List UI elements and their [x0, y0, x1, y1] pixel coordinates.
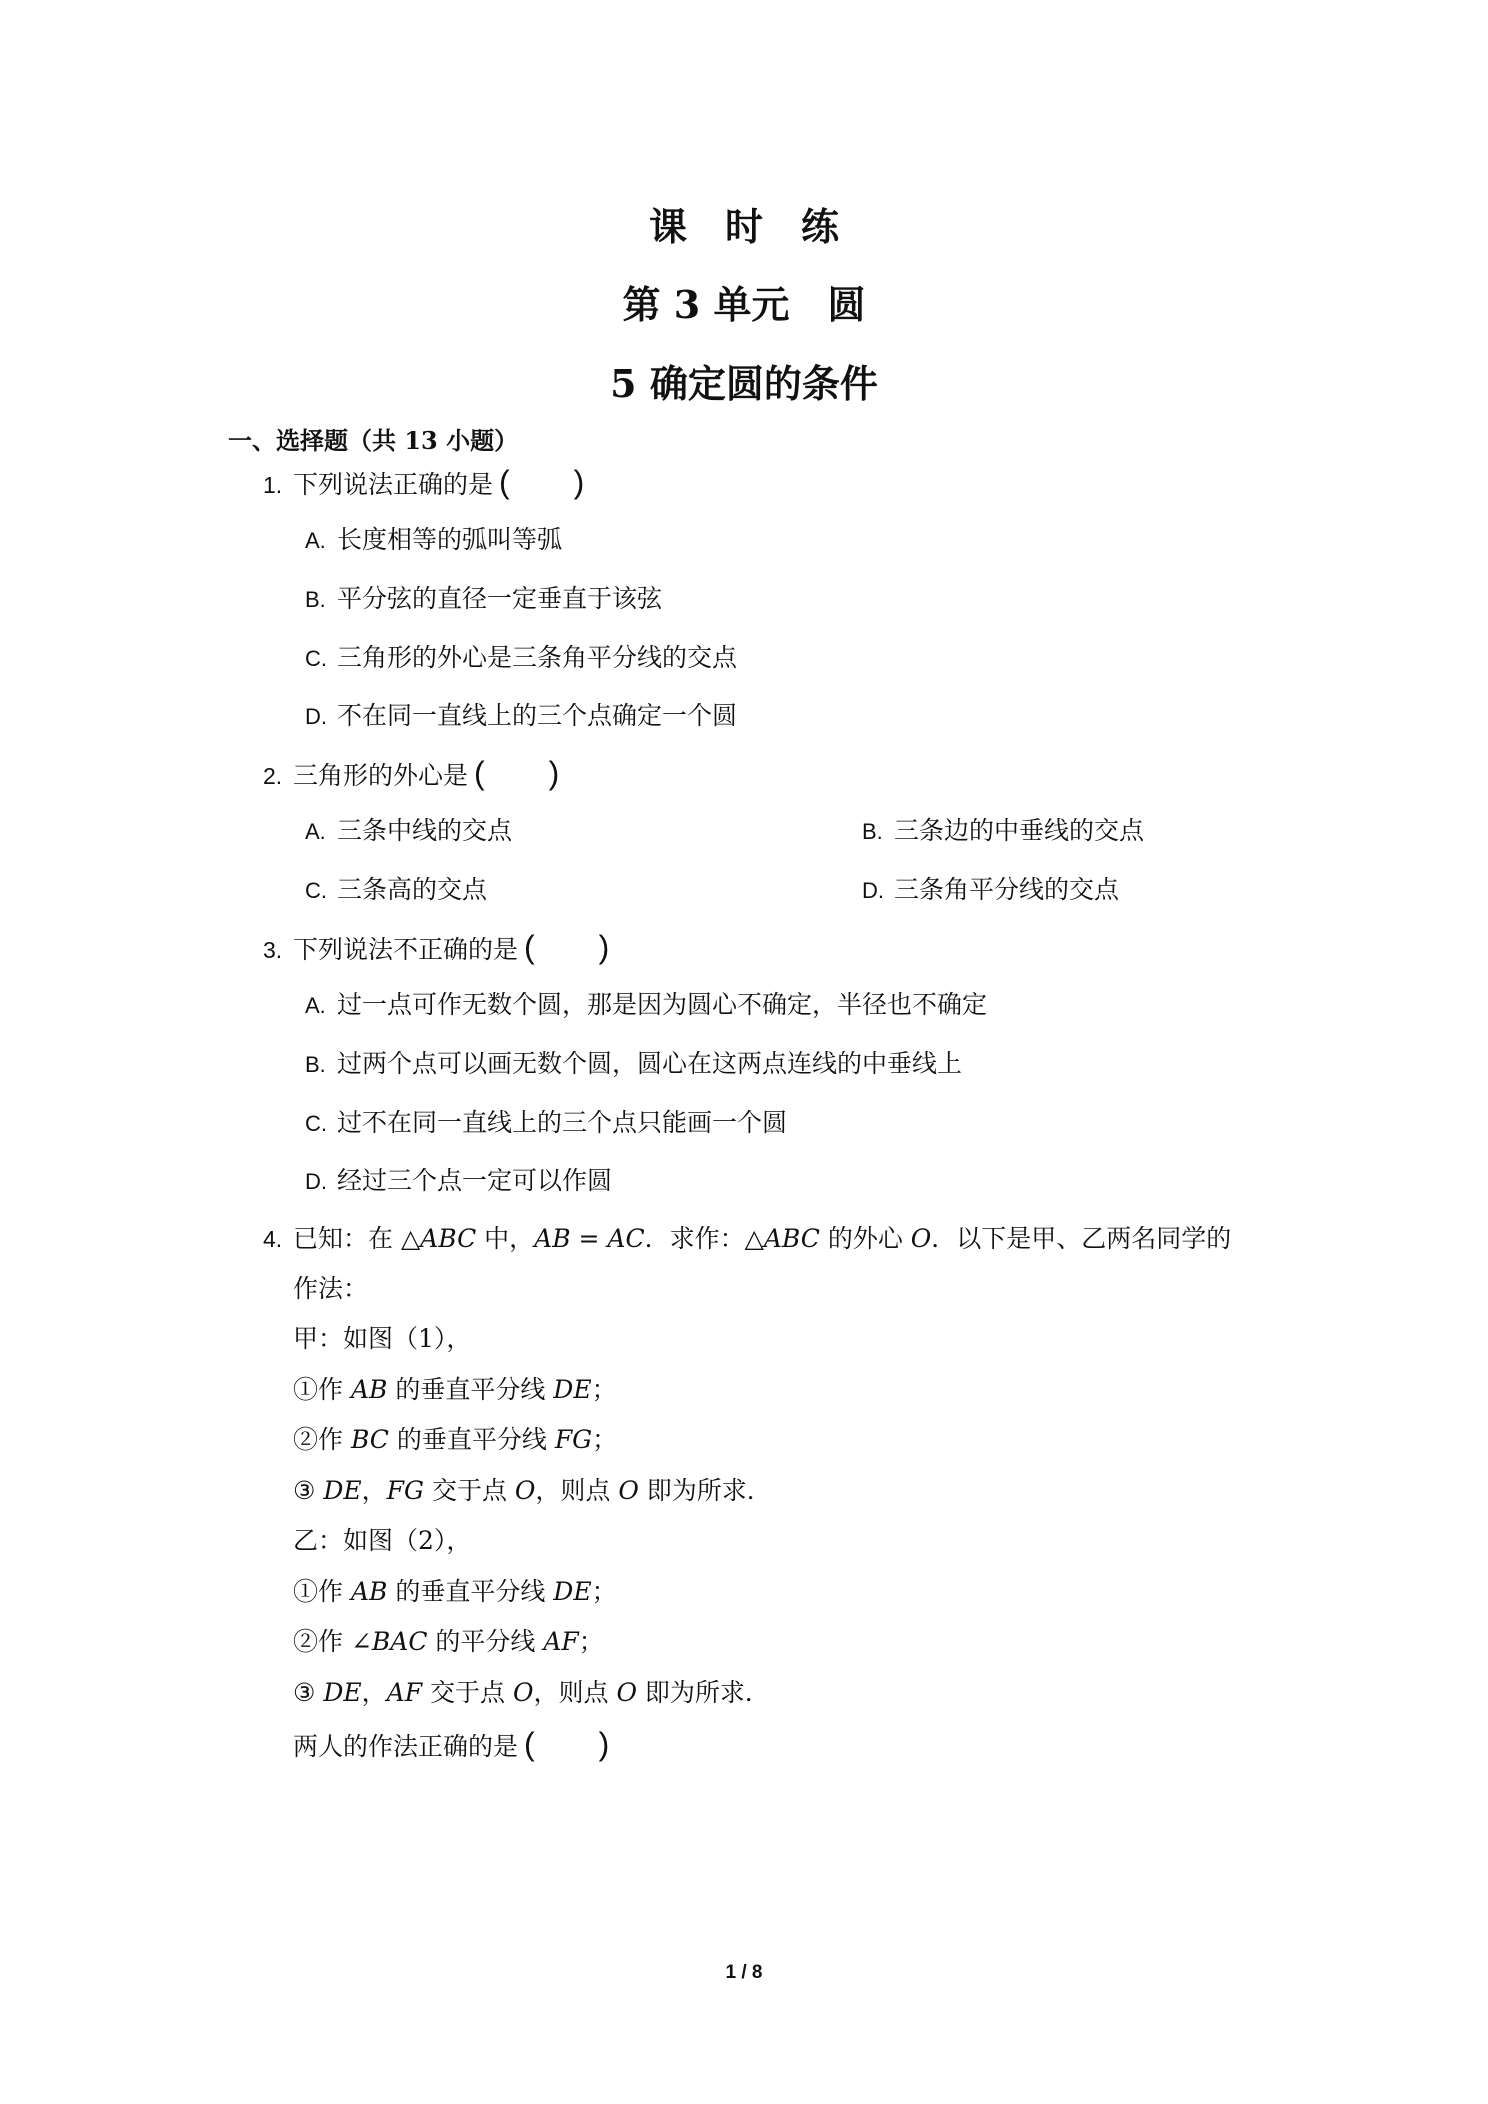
text-part: ，则点 [533, 1678, 617, 1707]
text-part: ③ [293, 1678, 324, 1707]
q2-option-d [862, 873, 1119, 908]
option-label: D. [305, 704, 327, 729]
text-part: 即为所求． [636, 1678, 770, 1707]
math-expr: O [514, 1476, 536, 1505]
question-text: 三角形的外心是 [293, 761, 469, 790]
question-text: 下列说法不正确的是 [293, 935, 519, 964]
math-expr: AB [350, 1375, 388, 1404]
option-text: 三角形的外心是三条角平分线的交点 [337, 643, 738, 672]
yi-step-3 [293, 1676, 770, 1710]
option-text: 不在同一直线上的三个点确定一个圆 [337, 701, 738, 730]
math-expr: DE [323, 1476, 362, 1505]
answer-paren: ( ) [524, 929, 610, 965]
option-label: A. [305, 993, 326, 1018]
question-text: 下列说法正确的是 [293, 470, 494, 499]
math-expr: DE [553, 1375, 592, 1404]
option-label: D. [862, 878, 884, 903]
math-expr: AB = AC [534, 1224, 645, 1253]
text-part: ； [591, 1375, 617, 1404]
text-part: 已知：在 [293, 1224, 401, 1253]
text-part: 的垂直平分线 [387, 1375, 554, 1404]
q3-option-a [305, 988, 987, 1023]
text-part: ； [591, 1577, 617, 1606]
text-part: ； [592, 1425, 618, 1454]
text-part: ； [578, 1627, 604, 1656]
math-expr: AB [350, 1577, 388, 1606]
option-text: 长度相等的弧叫等弧 [337, 525, 563, 554]
math-expr: BC [350, 1425, 389, 1454]
section-heading: 一、选择题（共 13 小题） [228, 426, 519, 455]
answer-paren: ( ) [474, 755, 560, 791]
text-part: ，则点 [535, 1476, 619, 1505]
q1-option-a [305, 523, 562, 558]
option-label: A. [305, 819, 326, 844]
question-number: 2. [263, 763, 283, 789]
jia-step-3 [293, 1474, 772, 1508]
text-part: 的垂直平分线 [387, 1577, 554, 1606]
math-expr: FG [386, 1476, 424, 1505]
q1-option-c [305, 641, 737, 676]
math-expr: AF [386, 1678, 423, 1707]
question-4-stem [263, 1222, 1231, 1256]
question-2-stem [263, 756, 559, 793]
option-label: C. [305, 646, 327, 671]
math-expr: △ABC [744, 1224, 820, 1253]
math-expr: FG [554, 1425, 593, 1454]
text-part: ①作 [293, 1577, 351, 1606]
text-part: ， [361, 1476, 387, 1505]
text-part: ， [361, 1678, 387, 1707]
option-text: 平分弦的直径一定垂直于该弦 [337, 584, 663, 613]
answer-paren: ( ) [499, 464, 585, 500]
q1-option-d [305, 699, 737, 734]
option-text: 三条角平分线的交点 [894, 875, 1120, 904]
jia-step-2 [293, 1423, 617, 1457]
question-text: 两人的作法正确的是 [293, 1732, 519, 1761]
text-part: ①作 [293, 1375, 351, 1404]
method-yi-heading: 乙：如图（2）， [293, 1526, 472, 1555]
math-expr: O [512, 1678, 534, 1707]
text-part: ．求作： [644, 1224, 745, 1253]
option-label: D. [305, 1169, 327, 1194]
q3-option-c [305, 1106, 787, 1141]
answer-paren: ( ) [524, 1726, 610, 1762]
yi-step-1 [293, 1575, 617, 1609]
math-expr: DE [553, 1577, 592, 1606]
text-part: 的垂直平分线 [388, 1425, 555, 1454]
math-expr: O [618, 1476, 639, 1505]
math-expr: O [616, 1678, 637, 1707]
question-4-stem-cont: 作法： [293, 1274, 369, 1303]
text-part: 即为所求． [638, 1476, 772, 1505]
text-part: ②作 [293, 1627, 351, 1656]
q3-option-b [305, 1047, 962, 1082]
math-expr: AF [543, 1627, 579, 1656]
text-part: 交于点 [422, 1678, 513, 1707]
q3-option-d [305, 1164, 612, 1199]
unit-title: 第 3 单元 圆 [622, 282, 866, 327]
jia-step-1 [293, 1373, 617, 1407]
option-label: A. [305, 528, 326, 553]
question-4-ask [293, 1727, 609, 1764]
option-text: 三条高的交点 [337, 875, 488, 904]
text-part: 中， [476, 1224, 535, 1253]
math-expr: △ABC [400, 1224, 477, 1253]
option-text: 过一点可作无数个圆，那是因为圆心不确定，半径也不确定 [337, 990, 988, 1019]
text-part: ③ [293, 1476, 324, 1505]
option-text: 经过三个点一定可以作圆 [337, 1166, 613, 1195]
question-number: 4. [263, 1226, 283, 1252]
text-part: ．以下是甲、乙两名同学的 [931, 1224, 1232, 1253]
q2-option-b [862, 814, 1144, 849]
q2-option-c [305, 873, 487, 908]
page-title: 课时练 [648, 204, 877, 249]
text-part: 的平分线 [427, 1627, 544, 1656]
lesson-title: 5 确定圆的条件 [610, 361, 878, 406]
question-number: 1. [263, 472, 283, 498]
option-label: C. [305, 878, 327, 903]
yi-step-2 [293, 1625, 604, 1659]
option-text: 过两个点可以画无数个圆，圆心在这两点连线的中垂线上 [337, 1049, 963, 1078]
method-jia-heading: 甲：如图（1）， [293, 1324, 472, 1353]
q1-option-b [305, 582, 662, 617]
option-label: B. [305, 1052, 326, 1077]
option-text: 三条边的中垂线的交点 [894, 816, 1145, 845]
question-1-stem [263, 465, 584, 502]
question-3-stem [263, 930, 609, 967]
math-expr: DE [323, 1678, 362, 1707]
question-number: 3. [263, 937, 283, 963]
text-part: 的外心 [819, 1224, 911, 1253]
option-text: 过不在同一直线上的三个点只能画一个圆 [337, 1108, 788, 1137]
math-expr: O [910, 1224, 932, 1253]
math-expr: ∠BAC [350, 1627, 428, 1656]
option-label: B. [862, 819, 883, 844]
q2-option-a [305, 814, 512, 849]
option-label: B. [305, 587, 326, 612]
page-number: 1 / 8 [725, 1962, 763, 1983]
text-part: ②作 [293, 1425, 351, 1454]
text-part: 交于点 [424, 1476, 515, 1505]
option-label: C. [305, 1111, 327, 1136]
option-text: 三条中线的交点 [337, 816, 513, 845]
